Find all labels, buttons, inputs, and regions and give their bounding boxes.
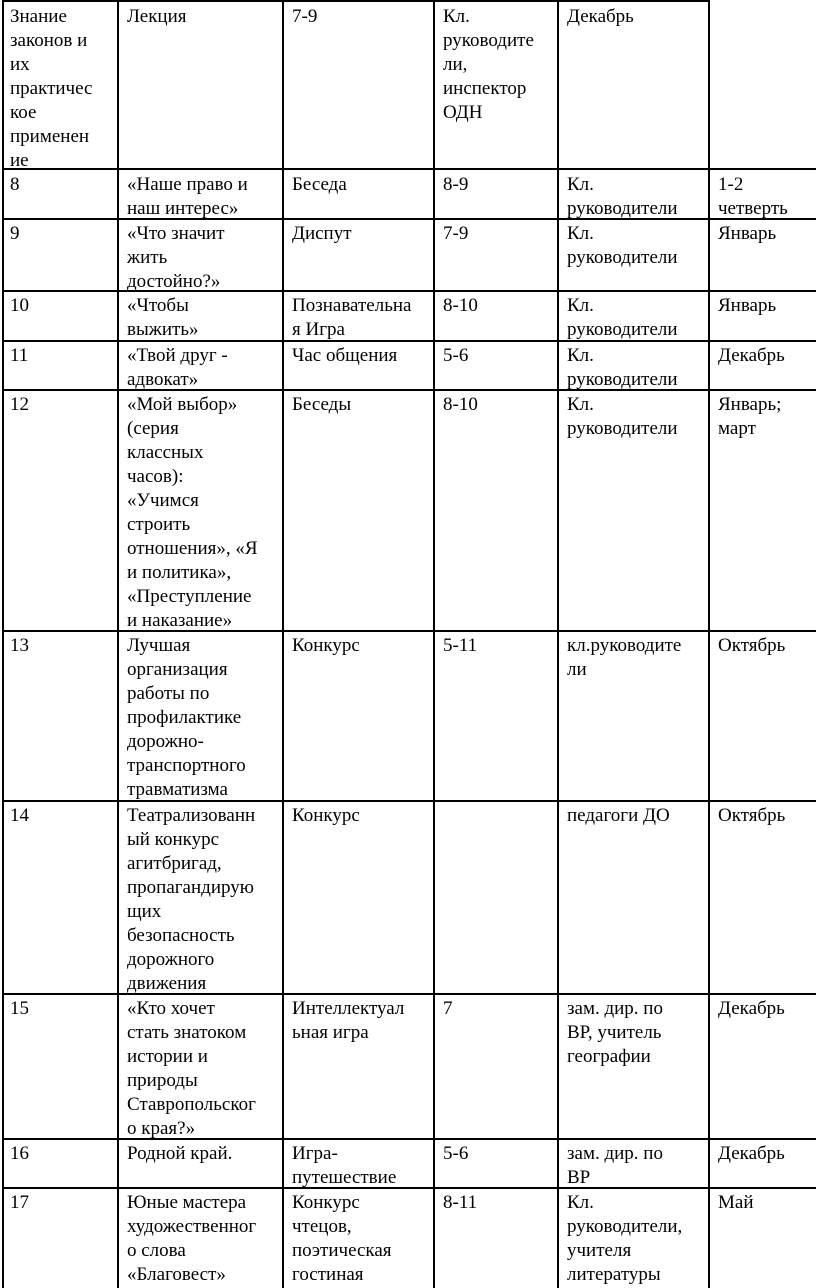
table-cell: Январь xyxy=(718,295,777,316)
table-cell: Диспут xyxy=(292,223,352,244)
table-cell: 5-11 xyxy=(443,635,478,656)
column-divider xyxy=(117,0,119,1288)
table-cell: Кл. руководители xyxy=(567,394,678,439)
row-divider xyxy=(2,168,816,170)
table-cell: Январь; март xyxy=(718,394,782,439)
column-divider xyxy=(282,0,284,1288)
table-cell: Декабрь xyxy=(718,998,785,1019)
row-number: 13 xyxy=(10,635,29,656)
table-cell: зам. дир. по ВР, учитель географии xyxy=(567,998,663,1067)
table-cell: 8-10 xyxy=(443,394,478,415)
table-cell: Театрализованн ый конкурс агитбригад, пропагандирую щих безопасность дорожного движения xyxy=(127,805,256,994)
table-cell: «Мой выбор» (серия классных часов): «Учимся строить отношения», «Я и политика», «Преступление и наказание» xyxy=(127,394,258,631)
row-divider xyxy=(2,1138,816,1140)
row-divider xyxy=(2,993,816,995)
table-cell: кл.руководите ли xyxy=(567,635,682,680)
row-number: 16 xyxy=(10,1143,29,1164)
table-cell: Конкурс xyxy=(292,805,360,826)
table-cell: Кл. руководители xyxy=(567,223,678,268)
table-cell: Час общения xyxy=(292,345,398,366)
row-divider xyxy=(2,290,816,292)
table-cell: Кл. руководители, учителя литературы xyxy=(567,1192,683,1285)
table-cell: Лучшая организация работы по профилактике дорожно- транспортного травматизма xyxy=(127,635,246,800)
table-cell: «Что значит жить достойно?» xyxy=(127,223,225,292)
table-cell: 8-10 xyxy=(443,295,478,316)
table-cell: Декабрь xyxy=(718,1143,785,1164)
table-cell: Кл. руководите ли, инспектор ОДН xyxy=(443,6,534,123)
table-cell: Кл. руководители xyxy=(567,345,678,390)
table-cell: Конкурс xyxy=(292,635,360,656)
table-cell: Интеллектуал ьная игра xyxy=(292,998,405,1043)
table-cell: «Наше право и наш интерес» xyxy=(127,174,248,219)
row-number: 12 xyxy=(10,394,29,415)
table-cell: Лекция xyxy=(127,6,187,27)
column-divider xyxy=(557,0,559,1288)
table-cell: Октябрь xyxy=(718,635,786,656)
table-cell: Игра- путешествие xyxy=(292,1143,397,1188)
row-number: 10 xyxy=(10,295,29,316)
row-divider xyxy=(2,800,816,802)
table-cell: 8-9 xyxy=(443,174,469,195)
table-cell: Знание законов и их практичес кое применен ие xyxy=(10,6,93,171)
table-cell: «Чтобы выжить» xyxy=(127,295,199,340)
table-cell: 8-11 xyxy=(443,1192,478,1213)
table-cell: Конкурс чтецов, поэтическая гостиная xyxy=(292,1192,392,1285)
column-divider xyxy=(433,0,435,1288)
table-cell: Январь xyxy=(718,223,777,244)
table-cell: 5-6 xyxy=(443,1143,469,1164)
table-cell: Май xyxy=(718,1192,754,1213)
table-cell: зам. дир. по ВР xyxy=(567,1143,663,1188)
table-cell: 7 xyxy=(443,998,453,1019)
table-cell: Декабрь xyxy=(718,345,785,366)
column-divider xyxy=(708,0,710,1288)
table-cell: «Кто хочет стать знатоком истории и природы Ставропольског о края?» xyxy=(127,998,256,1139)
row-divider xyxy=(2,630,816,632)
row-number: 9 xyxy=(10,223,20,244)
table-cell: «Твой друг - адвокат» xyxy=(127,345,228,390)
table-cell: 7-9 xyxy=(443,223,469,244)
table-cell: Беседа xyxy=(292,174,347,195)
table-cell: Кл. руководители xyxy=(567,295,678,340)
column-divider xyxy=(2,0,4,1288)
row-number: 11 xyxy=(10,345,29,366)
table-cell: Родной край. xyxy=(127,1143,233,1164)
row-number: 8 xyxy=(10,174,20,195)
table-cell: Декабрь xyxy=(567,6,634,27)
table-cell: Октябрь xyxy=(718,805,786,826)
table-border-top xyxy=(2,0,710,2)
row-number: 15 xyxy=(10,998,29,1019)
table-cell: Беседы xyxy=(292,394,352,415)
row-number: 17 xyxy=(10,1192,29,1213)
table-cell: Кл. руководители xyxy=(567,174,678,219)
table-cell: Познавательна я Игра xyxy=(292,295,412,340)
table-cell: 7-9 xyxy=(292,6,318,27)
table-cell: педагоги ДО xyxy=(567,805,670,826)
row-number: 14 xyxy=(10,805,29,826)
table-cell: Юные мастера художественног о слова «Благовест» xyxy=(127,1192,257,1285)
table-cell: 5-6 xyxy=(443,345,469,366)
table-cell: 1-2 четверть xyxy=(718,174,788,219)
